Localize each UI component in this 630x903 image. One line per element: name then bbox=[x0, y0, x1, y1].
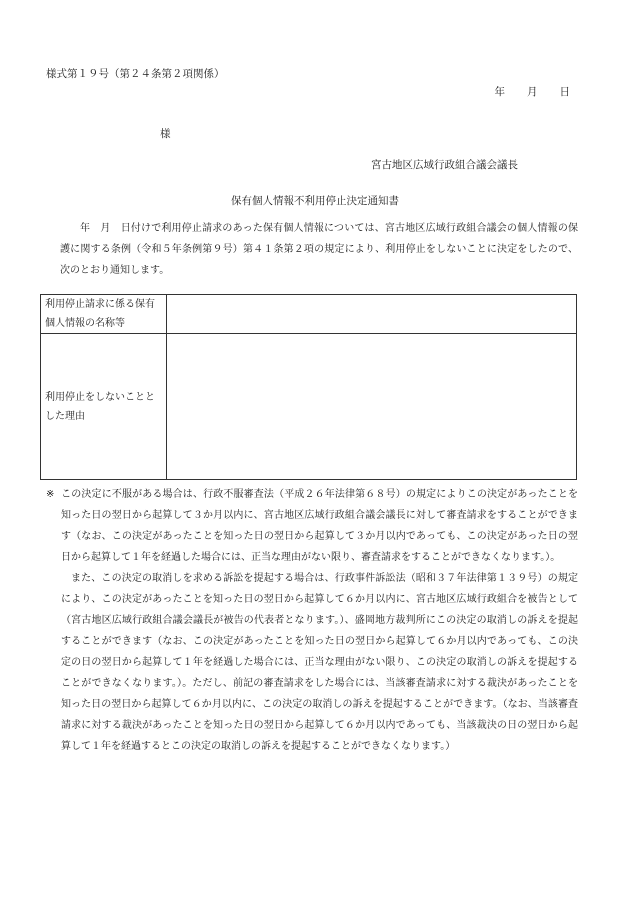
form-number: 様式第１９号（第２４条第２項関係） bbox=[46, 68, 225, 80]
document-title: 保有個人情報不利用停止決定通知書 bbox=[231, 195, 399, 207]
date-year-label: 年 bbox=[494, 86, 505, 98]
date-month-label: 月 bbox=[527, 86, 538, 98]
notice-section bbox=[46, 484, 578, 757]
table-row bbox=[41, 295, 577, 334]
notice-appeal-text: この決定に不服がある場合は、行政不服審査法（平成２６年法律第６８号）の規定によりこの決定があったことを知った日の翌日から起算して３か月以内に、宮古地区広域行政組合議会議長に対して審査請求をすることができます（なお、この決定があったことを知った日の翌日から起算して３か月以内であっても、この決定があった日の翌日から起算して１年を経過した場合には、正当な理由がない限り、審査請求をすることができなくなります。）。 bbox=[61, 489, 578, 563]
reason-value bbox=[167, 334, 577, 480]
date-line bbox=[495, 84, 571, 99]
addressee: 様 bbox=[160, 128, 171, 140]
intro-paragraph: 年 月 日付けで利用停止請求のあった保有個人情報については、宮古地区広域行政組合議会の個人情報の保護に関する条例（令和５年条例第９号）第４１条第２項の規定により、利用停止をしないことに決定をしたので、次のとおり通知します。 bbox=[60, 223, 578, 276]
reason-label: 利用停止をしないこととした理由 bbox=[41, 334, 167, 480]
notice-paragraph-lawsuit: また、この決定の取消しを求める訴訟を提起する場合は、行政事件訴訟法（昭和３７年法律第１３９号）の規定により、この決定があったことを知った日の翌日から起算して６か月以内に、宮古地区広域行政組合を被告として（宮古地区広域行政組合議会議長が被告の代表者となります。）、盛岡地方裁判所にこの決定の取消しの訴えを提起することができます（なお、この決定があったことを知った日の翌日から起算して６か月以内であっても、この決定の日の翌日から起算して１年を経過した場合には、正当な理由がない限り、この決定の取消しの訴えを提起することができなくなります。）。ただし、前記の審査請求をした場合には、当該審査請求に対する裁決があったことを知った日の翌日から起算して６か月以内に、この決定の取消しの訴えを提起することができます。（なお、当該審査請求に対する裁決があったことを知った日の翌日から起算して６か月以内であっても、当該裁決の日の翌日から起算して１年を経過するとこの決定の取消しの訴えを提起することができなくなります。） bbox=[61, 573, 578, 752]
date-day-label: 日 bbox=[559, 86, 570, 98]
info-table bbox=[40, 294, 577, 480]
table-row bbox=[41, 334, 577, 480]
info-name-label: 利用停止請求に係る保有個人情報の名称等 bbox=[41, 295, 167, 334]
notice-paragraph-appeal bbox=[46, 484, 578, 568]
info-name-value bbox=[167, 295, 577, 334]
note-mark: ※ bbox=[46, 489, 55, 500]
issuer-name: 宮古地区広域行政組合議会議長 bbox=[371, 159, 518, 171]
